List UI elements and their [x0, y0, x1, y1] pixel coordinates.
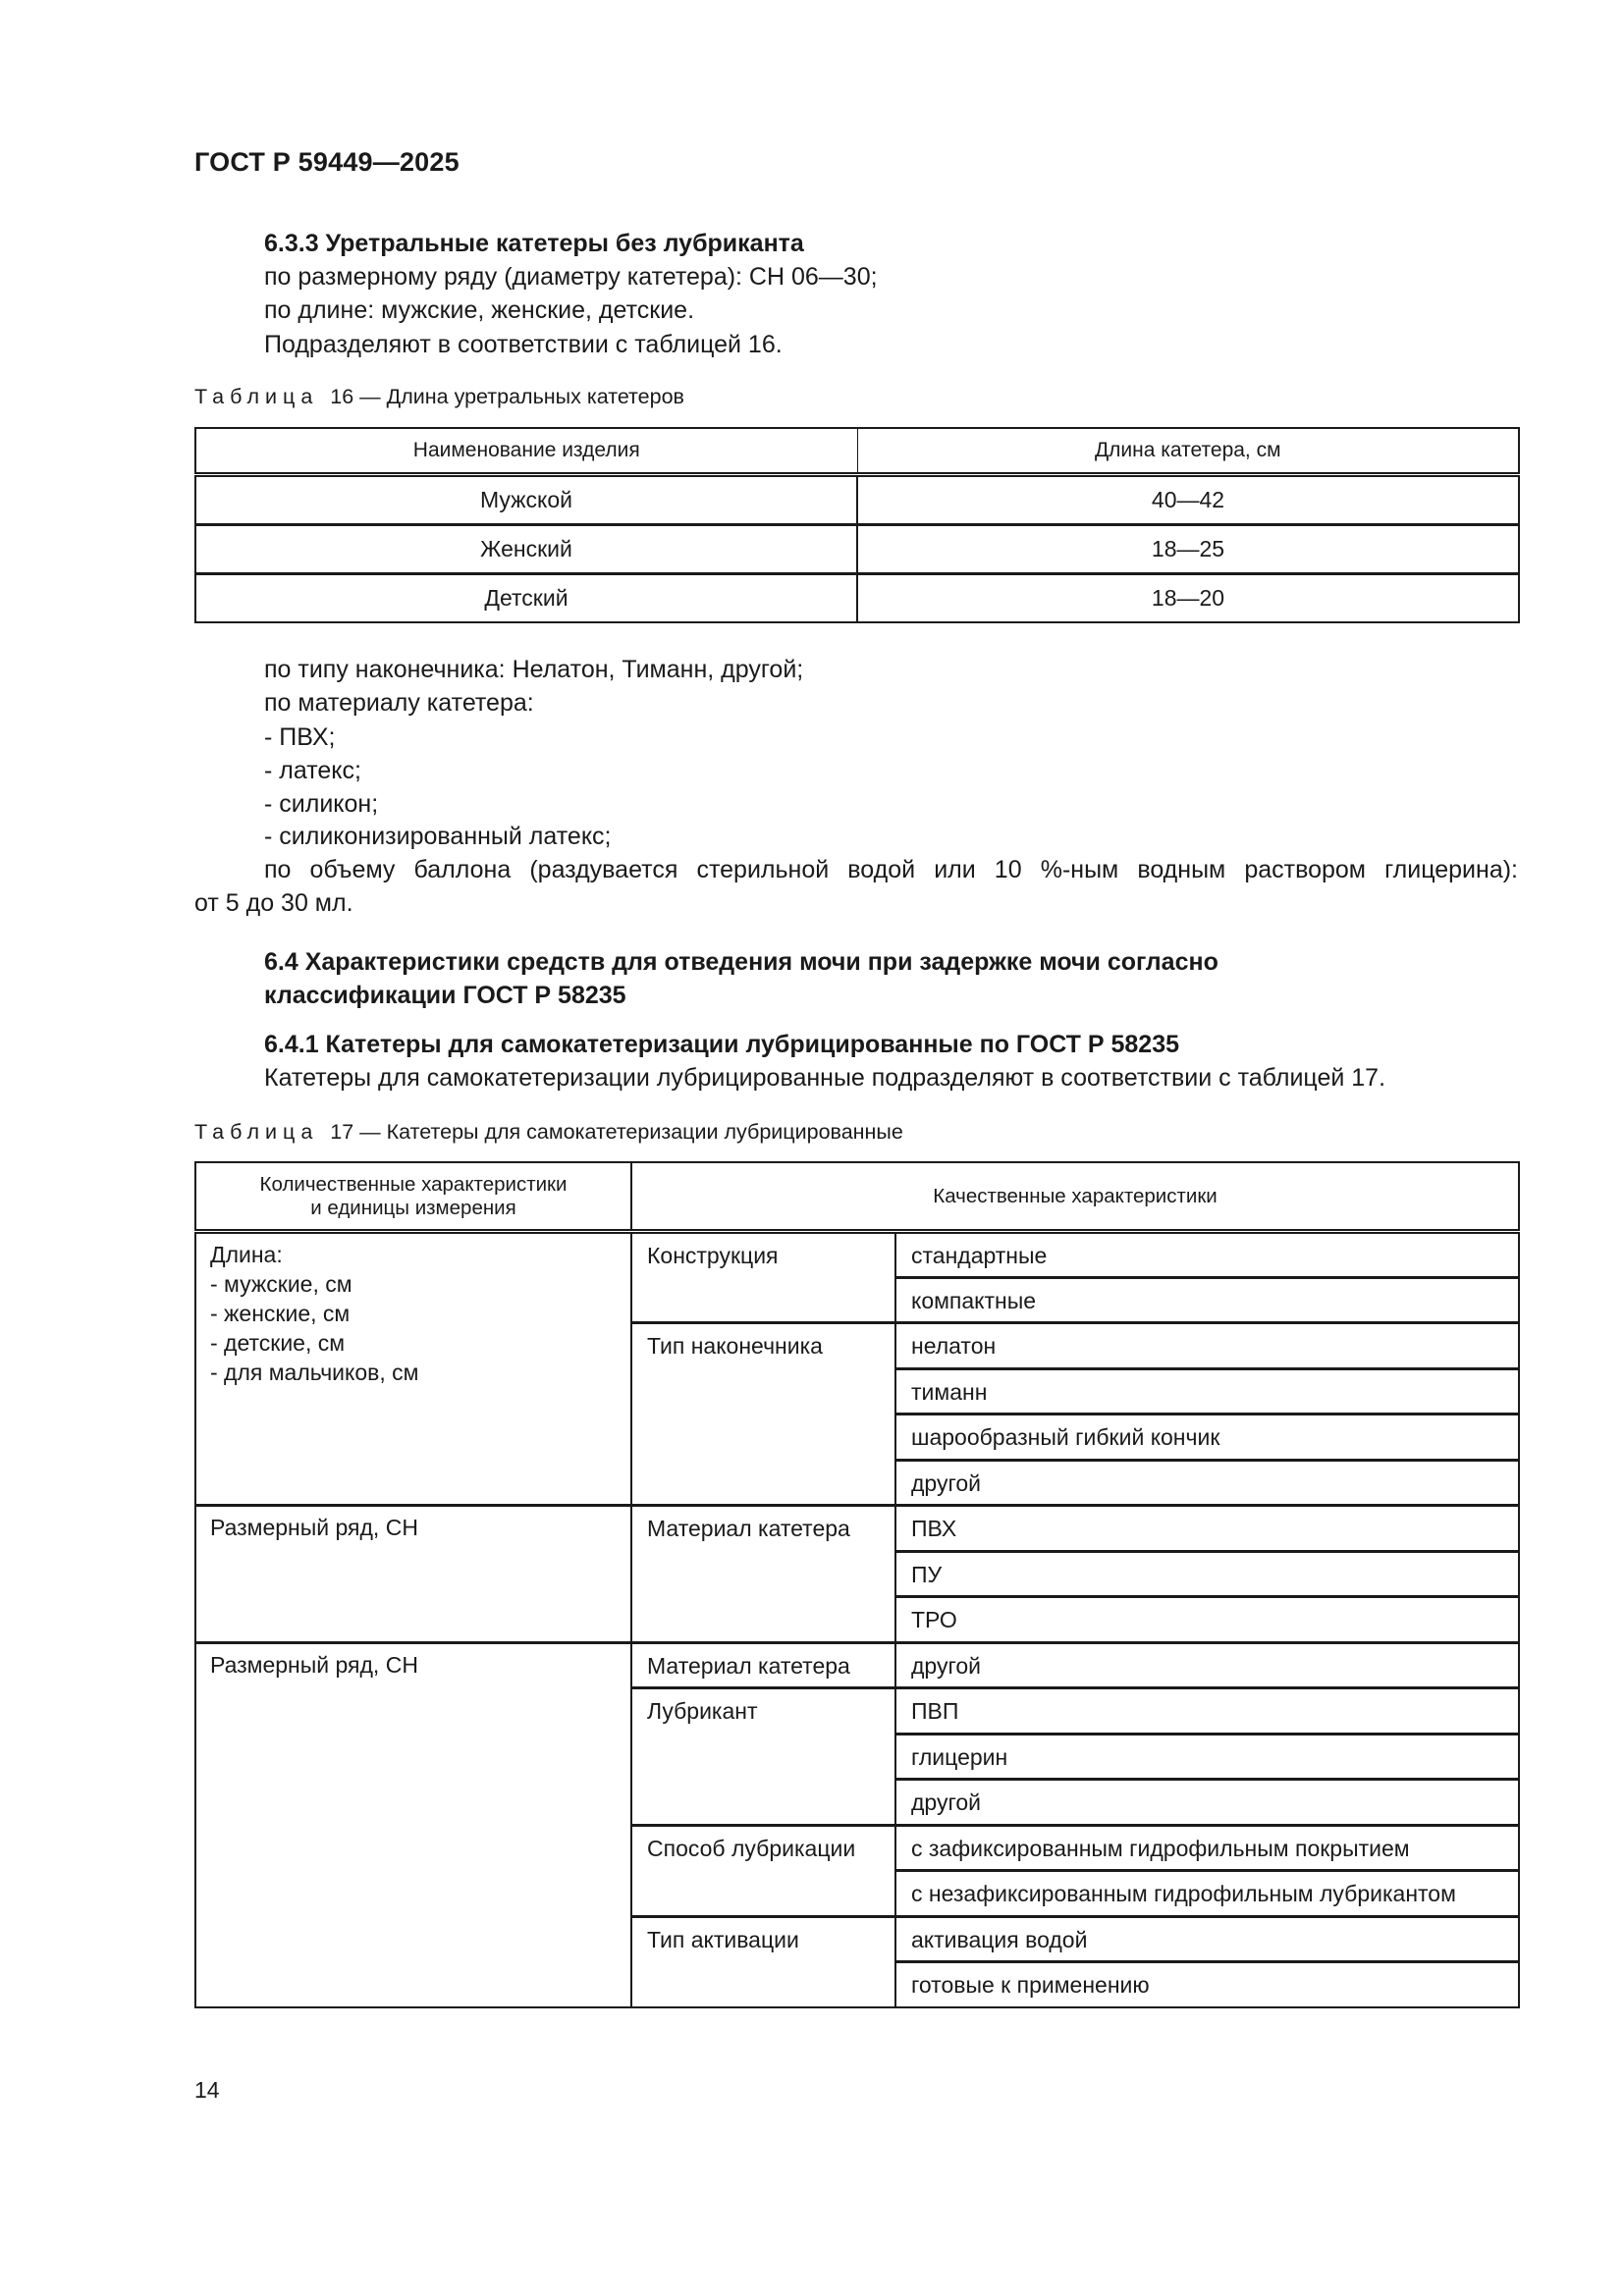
table-row: [195, 1506, 1519, 1552]
section-heading-6-4-1: 6.4.1 Катетеры для самокатетеризации лубрицированные по ГОСТ Р 58235: [264, 1031, 1180, 1058]
table-header-row: [195, 428, 1519, 475]
cell-feature-name: Материал катетера: [631, 1506, 895, 1643]
cell-quantitative: Размерный ряд, СН: [195, 1506, 631, 1643]
section-heading-6-4: 6.4 Характеристики средств для отведения мочи при задержке мочи согласно: [264, 948, 1218, 976]
list-item: - ПВХ;: [264, 723, 336, 751]
cell-feature-value: шарообразный гибкий кончик: [895, 1415, 1519, 1461]
cell-feature-value: ПУ: [895, 1551, 1519, 1597]
table-16: [194, 427, 1520, 623]
paragraph-line: по типу наконечника: Нелатон, Тиманн, другой;: [264, 656, 804, 683]
cell-feature-value: другой: [895, 1780, 1519, 1826]
cell-quantitative: Длина: - мужские, см - женские, см - детские, см - для мальчиков, см: [195, 1232, 631, 1506]
cell-feature-value: ПВП: [895, 1688, 1519, 1735]
paragraph-line: Катетеры для самокатетеризации лубрицированные подразделяют в соответствии с таблицей 17.: [264, 1064, 1386, 1092]
table-row: [195, 574, 1519, 623]
page-number: 14: [194, 2077, 220, 2103]
paragraph-line: по размерному ряду (диаметру катетера): СН 06—30;: [264, 263, 878, 291]
document-code: ГОСТ Р 59449—2025: [194, 147, 460, 177]
table-header-row: [195, 1162, 1519, 1232]
cell-product-name: Женский: [195, 525, 857, 574]
cell-quantitative: Размерный ряд, СН: [195, 1642, 631, 2007]
list-item: - силиконизированный латекс;: [264, 823, 612, 850]
caption-text: 17 — Катетеры для самокатетеризации лубрицированные: [330, 1120, 903, 1144]
cell-feature-value: глицерин: [895, 1734, 1519, 1780]
cell-feature-value: с зафиксированным гидрофильным покрытием: [895, 1825, 1519, 1871]
cell-feature-value: другой: [895, 1642, 1519, 1688]
cell-feature-name: Конструкция: [631, 1232, 895, 1323]
section-heading-6-3-3: 6.3.3 Уретральные катетеры без лубриканта: [264, 230, 804, 257]
cell-length: 18—20: [857, 574, 1519, 623]
cell-feature-name: Способ лубрикации: [631, 1825, 895, 1916]
cell-feature-value: ТРО: [895, 1597, 1519, 1643]
cell-feature-value: другой: [895, 1460, 1519, 1506]
table-row: [195, 525, 1519, 574]
paragraph-line: по объему баллона (раздувается стерильной водой или 10 %-ным водным раствором глицерина):: [264, 856, 1518, 883]
cell-feature-value: компактные: [895, 1277, 1519, 1323]
table-17: [194, 1161, 1520, 2008]
cell-feature-value: готовые к применению: [895, 1962, 1519, 2008]
table-16-caption: [194, 385, 684, 409]
table-17-caption: [194, 1120, 903, 1145]
cell-feature-value: ПВХ: [895, 1506, 1519, 1552]
table-row: [195, 475, 1519, 525]
cell-product-name: Мужской: [195, 475, 857, 525]
paragraph-line: по материалу катетера:: [264, 689, 534, 717]
paragraph-line: по длине: мужские, женские, детские.: [264, 296, 695, 324]
cell-product-name: Детский: [195, 574, 857, 623]
section-heading-6-4-cont: классификации ГОСТ Р 58235: [264, 982, 626, 1009]
cell-feature-value: активация водой: [895, 1916, 1519, 1962]
cell-feature-name: Материал катетера: [631, 1642, 895, 1688]
cell-feature-value: с незафиксированным гидрофильным лубрикантом: [895, 1871, 1519, 1917]
list-item: - силикон;: [264, 790, 379, 818]
cell-feature-value: нелатон: [895, 1323, 1519, 1369]
cell-feature-name: Тип наконечника: [631, 1323, 895, 1506]
cell-length: 40—42: [857, 475, 1519, 525]
cell-length: 18—25: [857, 525, 1519, 574]
cell-feature-value: тиманн: [895, 1368, 1519, 1415]
cell-feature-name: Лубрикант: [631, 1688, 895, 1826]
paragraph-line: Подразделяют в соответствии с таблицей 16.: [264, 331, 783, 358]
paragraph-line: от 5 до 30 мл.: [194, 889, 353, 917]
caption-label: Таблица: [194, 1120, 319, 1144]
column-header-qualitative: Качественные характеристики: [631, 1162, 1519, 1232]
cell-feature-name: Тип активации: [631, 1916, 895, 2007]
table-row: [195, 1232, 1519, 1278]
caption-text: 16 — Длина уретральных катетеров: [330, 385, 684, 408]
caption-label: Таблица: [194, 385, 319, 408]
cell-feature-value: стандартные: [895, 1232, 1519, 1278]
column-header-catheter-length: Длина катетера, см: [857, 428, 1519, 475]
column-header-product-name: Наименование изделия: [195, 428, 857, 475]
column-header-quantitative: Количественные характеристики и единицы измерения: [195, 1162, 631, 1232]
list-item: - латекс;: [264, 757, 361, 784]
table-row: [195, 1642, 1519, 1688]
